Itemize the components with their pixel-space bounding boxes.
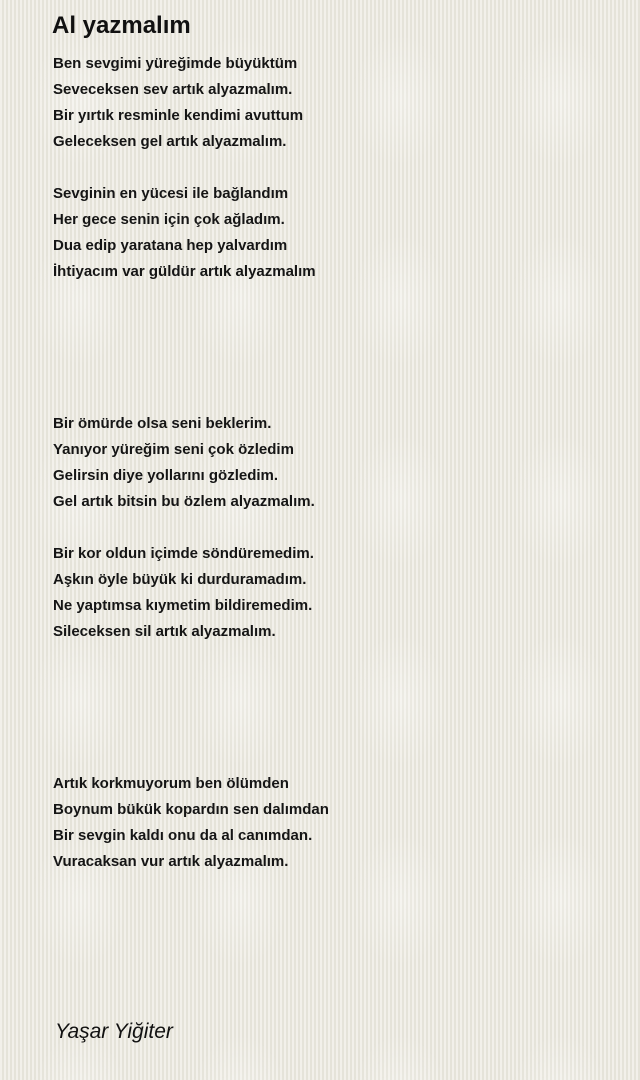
poem-line: Bir ömürde olsa seni beklerim.: [53, 415, 272, 432]
stanza-3: [53, 411, 315, 515]
stanza-5: [53, 771, 329, 875]
poem-title: Al yazmalım: [52, 12, 191, 39]
poem-line: Vuracaksan vur artık alyazmalım.: [53, 853, 289, 870]
poem-author: Yaşar Yiğiter: [55, 1020, 173, 1043]
poem-line: Sileceksen sil artık alyazmalım.: [53, 623, 276, 640]
poem-line: Bir sevgin kaldı onu da al canımdan.: [53, 827, 313, 844]
stanza-4: [53, 541, 314, 645]
poem-line: Yanıyor yüreğim seni çok özledim: [53, 441, 294, 458]
poem-line: Dua edip yaratana hep yalvardım: [53, 237, 288, 254]
poem-line: Bir yırtık resminle kendimi avuttum: [53, 107, 304, 124]
poem-line: Gelirsin diye yollarını gözledim.: [53, 467, 279, 484]
poem-line: Ben sevgimi yüreğimde büyüktüm: [53, 55, 298, 72]
poem-line: Seveceksen sev artık alyazmalım.: [53, 81, 293, 98]
stanza-2: [53, 181, 316, 285]
poem-line: Boynum bükük kopardın sen dalımdan: [53, 801, 329, 818]
poem-line: Her gece senin için çok ağladım.: [53, 211, 285, 228]
poem-line: Bir kor oldun içimde söndüremedim.: [53, 545, 314, 562]
stanza-1: [53, 51, 303, 155]
poem-line: Aşkın öyle büyük ki durduramadım.: [53, 571, 307, 588]
poem-line: Geleceksen gel artık alyazmalım.: [53, 133, 287, 150]
poem-line: Artık korkmuyorum ben ölümden: [53, 775, 289, 792]
poem-line: Gel artık bitsin bu özlem alyazmalım.: [53, 493, 315, 510]
poem-line: İhtiyacım var güldür artık alyazmalım: [53, 263, 316, 280]
poem-line: Ne yaptımsa kıymetim bildiremedim.: [53, 597, 313, 614]
poem-line: Sevginin en yücesi ile bağlandım: [53, 185, 289, 202]
